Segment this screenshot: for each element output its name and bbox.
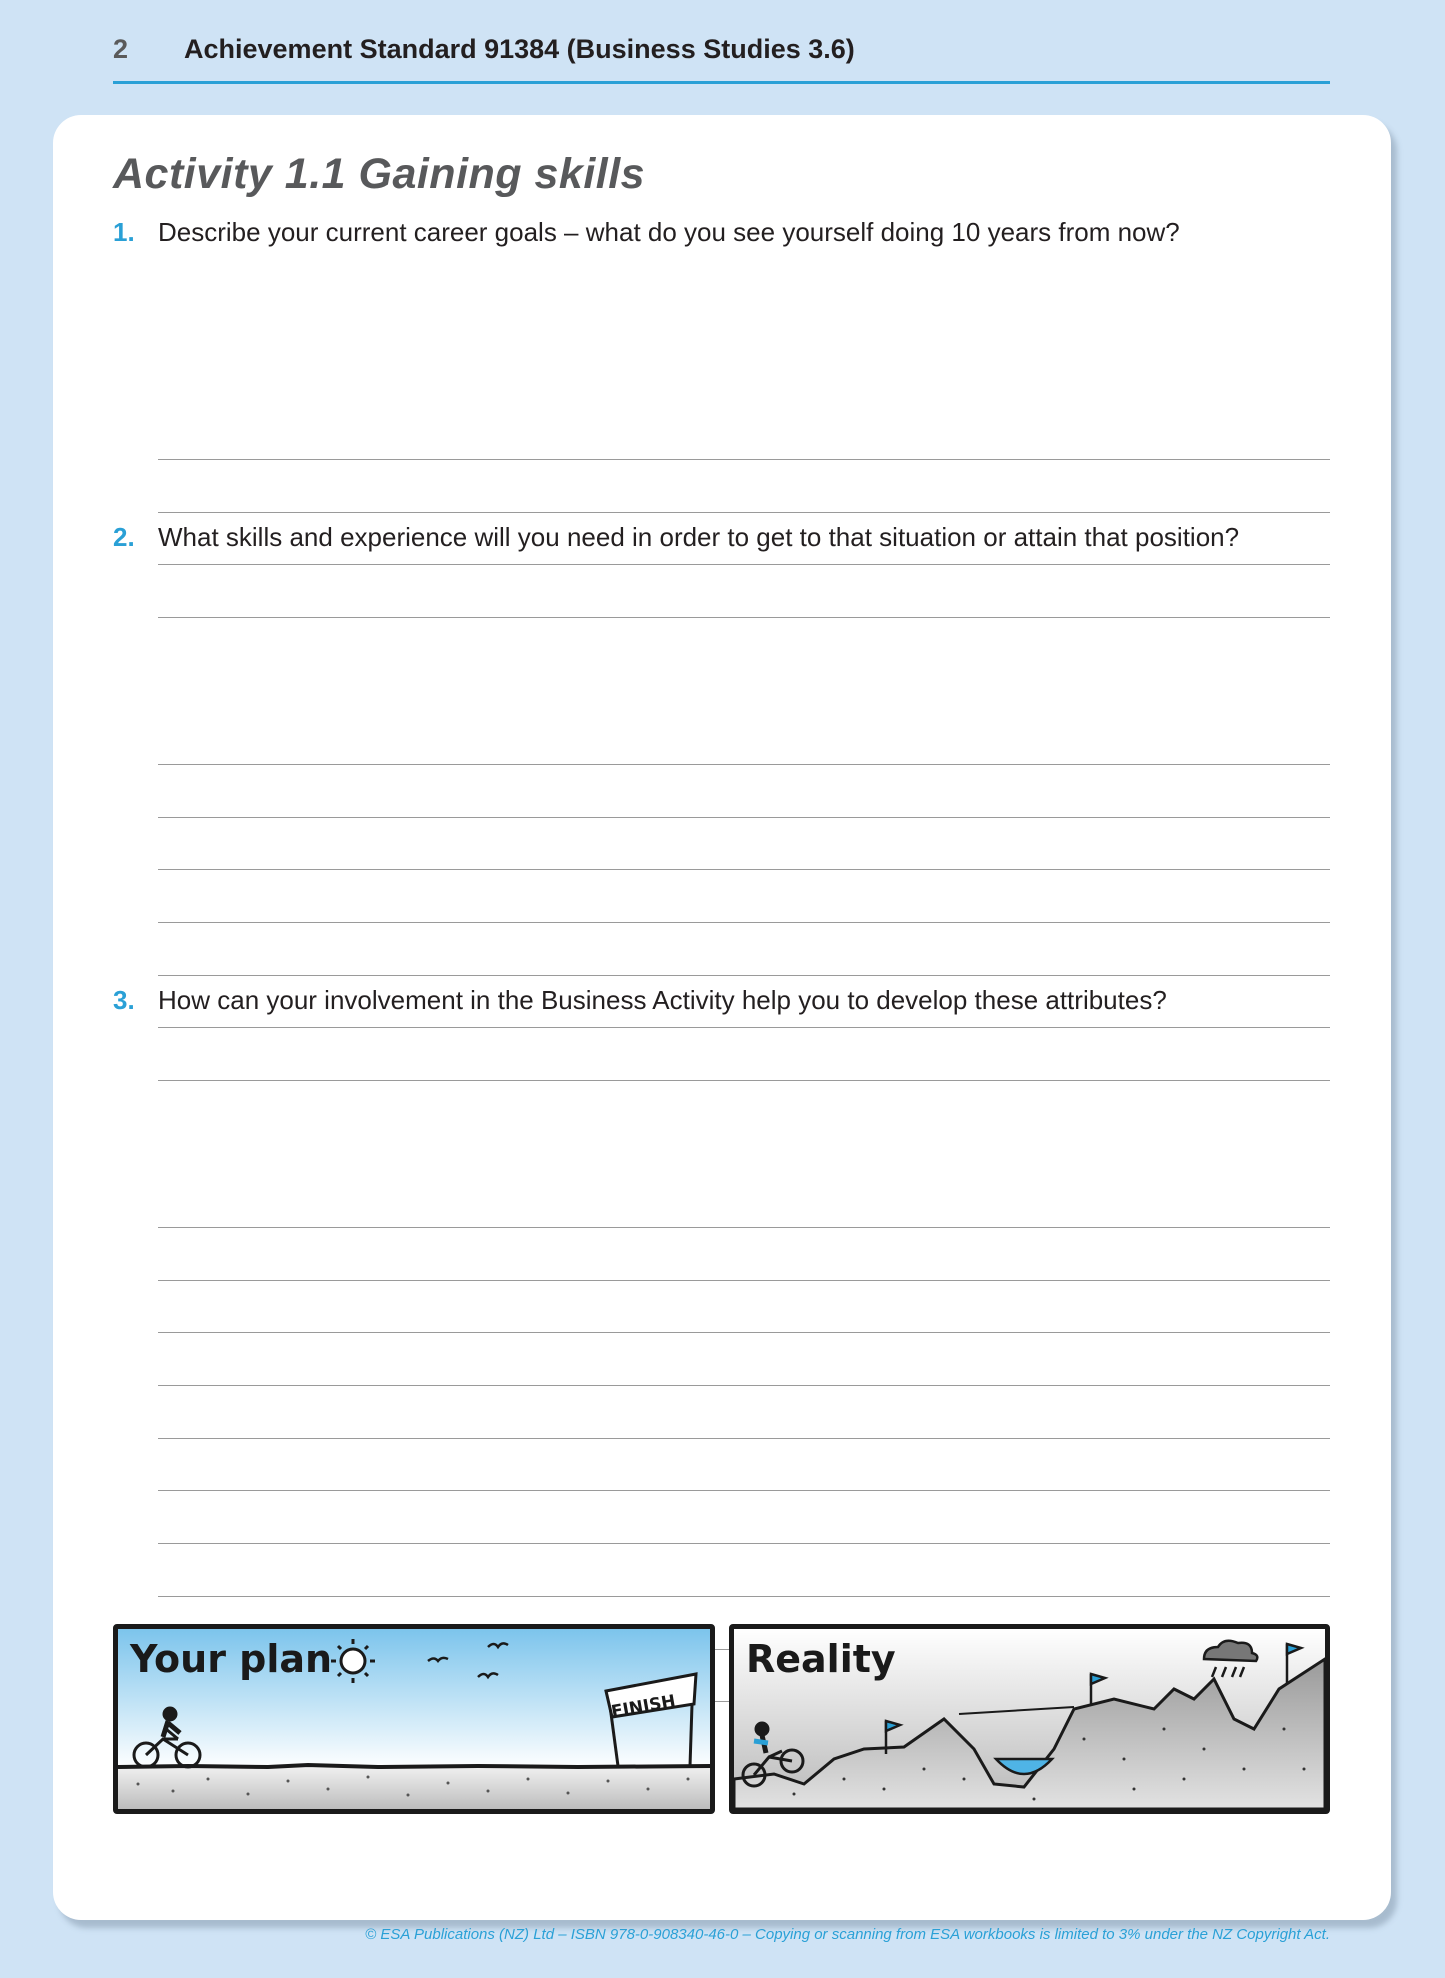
question-text: How can your involvement in the Business Activity help you to develop these attributes? — [158, 985, 1167, 1015]
plan-caption: Your plan — [130, 1637, 333, 1681]
answer-line[interactable] — [158, 565, 1330, 618]
answer-line[interactable] — [158, 1333, 1330, 1386]
question-number: 3. — [113, 985, 135, 1015]
answer-line[interactable] — [158, 1544, 1330, 1597]
answer-line[interactable] — [158, 765, 1330, 818]
answer-lines[interactable] — [158, 712, 1330, 1081]
copyright-footer: © ESA Publications (NZ) Ltd – ISBN 978-0-908340-46-0 – Copying or scanning from ESA workbooks is limited to 3% under the NZ Copyright Act. — [365, 1926, 1330, 1943]
answer-line[interactable] — [158, 818, 1330, 871]
answer-line[interactable] — [158, 1439, 1330, 1492]
activity-title: Activity 1.1 Gaining skills — [113, 150, 646, 198]
question-number: 1. — [113, 217, 135, 247]
answer-line[interactable] — [158, 712, 1330, 765]
question-text: What skills and experience will you need in order to get to that situation or attain that position? — [158, 522, 1240, 552]
answer-lines[interactable] — [158, 407, 1330, 618]
page-header — [113, 30, 1330, 84]
answer-line[interactable] — [158, 870, 1330, 923]
your-plan-cartoon — [113, 1624, 715, 1814]
answer-line[interactable] — [158, 407, 1330, 460]
answer-line[interactable] — [158, 1281, 1330, 1334]
reality-cartoon — [729, 1624, 1330, 1814]
finish-banner-text: FINISH — [609, 1691, 678, 1723]
answer-line[interactable] — [158, 1491, 1330, 1544]
reality-caption: Reality — [746, 1637, 896, 1681]
answer-line[interactable] — [158, 923, 1330, 976]
answer-line[interactable] — [158, 1028, 1330, 1081]
header-title: Achievement Standard 91384 (Business Studies 3.6) — [184, 34, 855, 64]
answer-line[interactable] — [158, 1175, 1330, 1228]
answer-line[interactable] — [158, 1386, 1330, 1439]
question-text: Describe your current career goals – what do you see yourself doing 10 years from now? — [158, 217, 1180, 247]
page-number: 2 — [113, 34, 129, 64]
answer-line[interactable] — [158, 1228, 1330, 1281]
question-number: 2. — [113, 522, 135, 552]
answer-line[interactable] — [158, 460, 1330, 513]
